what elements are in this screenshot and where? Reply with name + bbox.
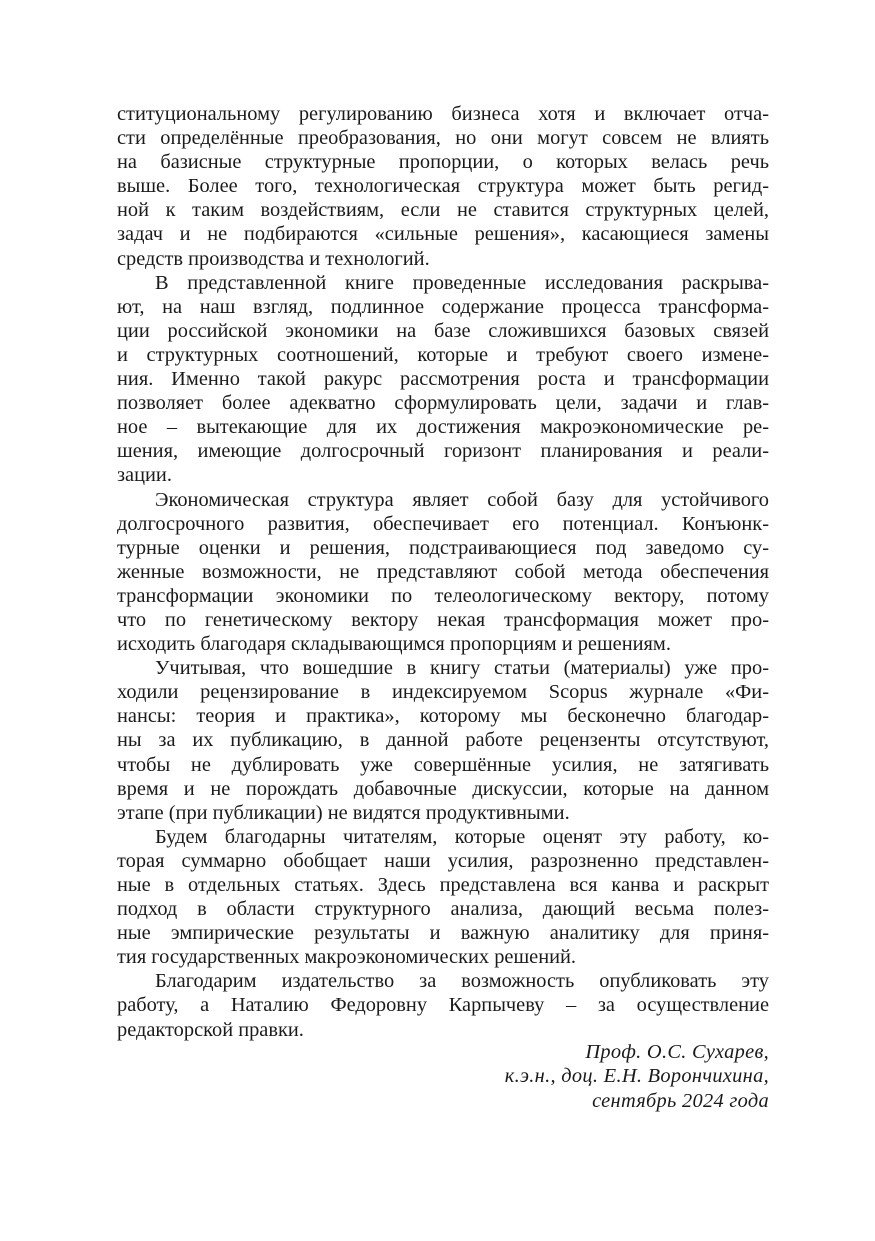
text-line: ституциональному регулированию бизнеса хотя и включает отча- [117,103,769,125]
text-line: позволяет более адекватно сформулировать цели, задачи и глав- [117,392,769,415]
text-line: нансы: теория и практика», которому мы бесконечно благодар- [117,705,769,728]
text-line: что по генетическому вектору некая трансформация может про- [117,608,769,631]
signature-author-2: к.э.н., доц. Е.Н. Ворончихина, [504,1065,769,1088]
text-line: чтобы не дублировать уже совершённые усилия, не затягивать [117,753,769,776]
text-line: время и не порождать добавочные дискуссии, которые на данном [117,777,769,800]
text-line: ное – вытекающие для их достижения макроэкономические ре- [117,416,769,439]
body-text [117,102,769,1042]
text-line: редакторской правки. [117,1018,304,1041]
text-line: подход в области структурного анализа, дающий весьма полез- [117,898,769,921]
paragraph [117,656,769,825]
text-line: ные в отдельных статьях. Здесь представлена вся канва и раскрыт [117,874,769,896]
text-line: торая суммарно обобщает наши усилия, разрозненно представлен- [117,849,769,872]
text-line: Будем благодарны читателям, которые оценят эту работу, ко- [155,825,769,848]
text-line: ные эмпирические результаты и важную аналитику для приня- [117,922,769,945]
text-line: зации. [117,464,172,487]
text-line: шения, имеющие долгосрочный горизонт планирования и реали- [117,440,769,463]
text-line: тия государственных макроэкономических решений. [117,946,577,969]
signature-date: сентябрь 2024 года [592,1089,769,1112]
text-line: Учитывая, что вошедшие в книгу статьи (материалы) уже про- [155,657,769,680]
text-line: ния. Именно такой ракурс рассмотрения роста и трансформации [117,368,769,391]
paragraph [117,488,769,657]
paragraph [117,825,769,970]
document-page [117,102,769,1112]
text-line: трансформации экономики по телеологическому вектору, потому [117,584,769,607]
paragraph [117,271,769,488]
text-line: долгосрочного развития, обеспечивает его потенциал. Конъюнк- [117,512,769,535]
text-line: исходить благодаря складывающимся пропорциям и решениям. [117,633,671,656]
text-line: Экономическая структура являет собой базу для устойчивого [155,488,769,511]
text-line: ции российской экономики на базе сложившихся базовых связей [117,319,769,342]
text-line: средств производства и технологий. [117,247,430,270]
text-line: ны за их публикацию, в данной работе рецензенты отсутствуют, [117,729,769,752]
text-line: ют, на наш взгляд, подлинное содержание процесса трансформа- [117,295,769,318]
text-line: на базисные структурные пропорции, о которых велась речь [117,151,769,174]
text-line: сти определённые преобразования, но они могут совсем не влиять [117,127,769,150]
text-line: этапе (при публикации) не видятся продуктивными. [117,801,570,824]
text-line: женные возможности, не представляют собой метода обеспечения [117,560,769,583]
text-line: В представленной книге проведенные исследования раскрыва- [155,271,769,294]
text-line: задач и не подбираются «сильные решения», касающиеся замены [117,223,769,246]
signature-author-1: Проф. О.С. Сухарев, [585,1041,769,1063]
text-line: Благодарим издательство за возможность опубликовать эту [155,970,769,993]
paragraph [117,102,769,271]
text-line: ной к таким воздействиям, если не ставится структурных целей, [117,199,769,222]
text-line: турные оценки и решения, подстраивающиеся под заведомо су- [117,536,769,559]
paragraph [117,969,769,1041]
text-line: и структурных соотношений, которые и требуют своего измене- [117,343,769,366]
signature-block [505,1040,769,1113]
text-line: работу, а Наталию Федоровну Карпычеву – за осуществление [117,994,769,1017]
text-line: ходили рецензирование в индексируемом Scopus журнале «Фи- [117,681,769,704]
text-line: выше. Более того, технологическая структура может быть регид- [117,175,769,198]
